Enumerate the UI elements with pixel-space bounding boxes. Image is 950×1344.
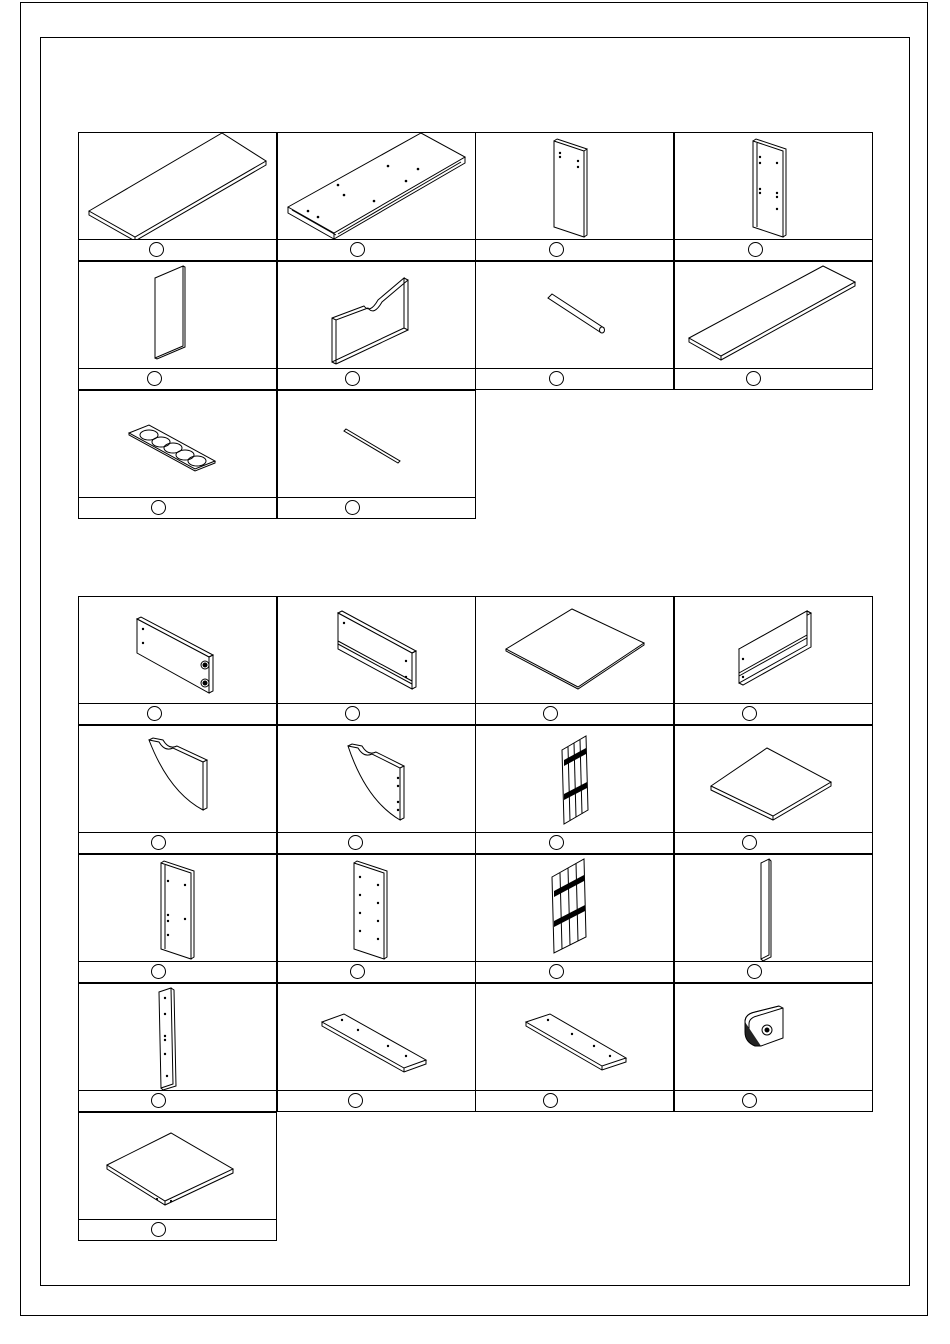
part-cell: [277, 596, 476, 725]
shelf-icon: [278, 984, 475, 1090]
curved-panel-right-icon: [278, 726, 475, 832]
long-panel-icon: [79, 133, 276, 239]
square-board-icon: [675, 726, 872, 832]
part-number: [350, 242, 365, 257]
side-panel-icon: [476, 133, 673, 239]
thin-rod-icon: [278, 391, 475, 497]
narrow-upright-icon: [675, 855, 872, 961]
part-number: [147, 706, 162, 721]
part-cell: [277, 725, 476, 854]
shelf-board-icon: [675, 262, 872, 368]
part-number: [151, 1093, 166, 1108]
part-number: [348, 1093, 363, 1108]
label-strip: [278, 832, 475, 853]
part-cell: [674, 132, 873, 261]
part-cell: [277, 261, 476, 390]
part-cell: [475, 725, 674, 854]
grooved-rail-short-icon: [675, 597, 872, 703]
part-number: [345, 500, 360, 515]
part-number: [543, 1093, 558, 1108]
part-number: [748, 242, 763, 257]
part-number: [742, 835, 757, 850]
narrow-panel-icon: [79, 262, 276, 368]
part-number: [543, 706, 558, 721]
part-cell: [277, 983, 476, 1112]
part-cell: [78, 596, 277, 725]
label-strip: [675, 1090, 872, 1111]
label-strip: [675, 832, 872, 853]
notched-panel-icon: [278, 262, 475, 368]
label-strip: [476, 1090, 673, 1111]
part-number: [151, 1222, 166, 1237]
part-cell: [475, 596, 674, 725]
label-strip: [79, 961, 276, 982]
label-strip: [278, 368, 475, 389]
rod-icon: [476, 262, 673, 368]
label-strip: [675, 703, 872, 724]
slatted-door-icon: [476, 855, 673, 961]
part-cell: [674, 261, 873, 390]
label-strip: [79, 1090, 276, 1111]
part-number: [345, 706, 360, 721]
part-cell: [277, 132, 476, 261]
part-number: [151, 835, 166, 850]
back-board-icon: [476, 597, 673, 703]
label-strip: [278, 1090, 475, 1111]
part-number: [147, 371, 162, 386]
part-cell: [674, 854, 873, 983]
drilled-side-panel-icon: [79, 855, 276, 961]
corner-block-icon: [675, 984, 872, 1090]
part-cell: [475, 132, 674, 261]
part-number: [549, 835, 564, 850]
drilled-side-panel-icon: [278, 855, 475, 961]
label-strip: [79, 497, 276, 518]
shelf-icon: [476, 984, 673, 1090]
part-number: [350, 964, 365, 979]
square-board-icon: [79, 1113, 276, 1219]
part-number: [151, 964, 166, 979]
part-cell: [78, 390, 277, 519]
label-strip: [675, 961, 872, 982]
part-cell: [277, 854, 476, 983]
part-number: [742, 1093, 757, 1108]
part-number: [746, 371, 761, 386]
label-strip: [278, 239, 475, 260]
rail-panel-icon: [79, 597, 276, 703]
part-number: [549, 371, 564, 386]
label-strip: [675, 239, 872, 260]
drilled-long-panel-icon: [278, 133, 475, 239]
drilled-upright-icon: [79, 984, 276, 1090]
part-cell: [475, 854, 674, 983]
label-strip: [476, 239, 673, 260]
label-strip: [278, 703, 475, 724]
label-strip: [79, 239, 276, 260]
label-strip: [79, 1219, 276, 1240]
part-cell: [78, 725, 277, 854]
part-cell: [674, 596, 873, 725]
part-number: [549, 964, 564, 979]
curved-panel-left-icon: [79, 726, 276, 832]
part-cell: [78, 261, 277, 390]
part-number: [151, 500, 166, 515]
label-strip: [278, 497, 475, 518]
label-strip: [476, 961, 673, 982]
label-strip: [79, 703, 276, 724]
part-number: [549, 242, 564, 257]
part-cell: [78, 1112, 277, 1241]
label-strip: [675, 368, 872, 389]
part-cell: [78, 983, 277, 1112]
part-number: [348, 835, 363, 850]
label-strip: [476, 703, 673, 724]
drilled-side-panel-icon: [675, 133, 872, 239]
part-cell: [674, 983, 873, 1112]
part-cell: [674, 725, 873, 854]
grooved-rail-icon: [278, 597, 475, 703]
part-cell: [475, 983, 674, 1112]
slatted-door-icon: [476, 726, 673, 832]
label-strip: [79, 832, 276, 853]
part-cell: [78, 854, 277, 983]
part-cell: [78, 132, 277, 261]
label-strip: [476, 832, 673, 853]
part-cell: [277, 390, 476, 519]
label-strip: [79, 368, 276, 389]
part-number: [345, 371, 360, 386]
part-number: [149, 242, 164, 257]
part-cell: [475, 261, 674, 390]
label-strip: [476, 368, 673, 389]
label-strip: [278, 961, 475, 982]
part-number: [747, 964, 762, 979]
hole-strip-icon: [79, 391, 276, 497]
part-number: [742, 706, 757, 721]
